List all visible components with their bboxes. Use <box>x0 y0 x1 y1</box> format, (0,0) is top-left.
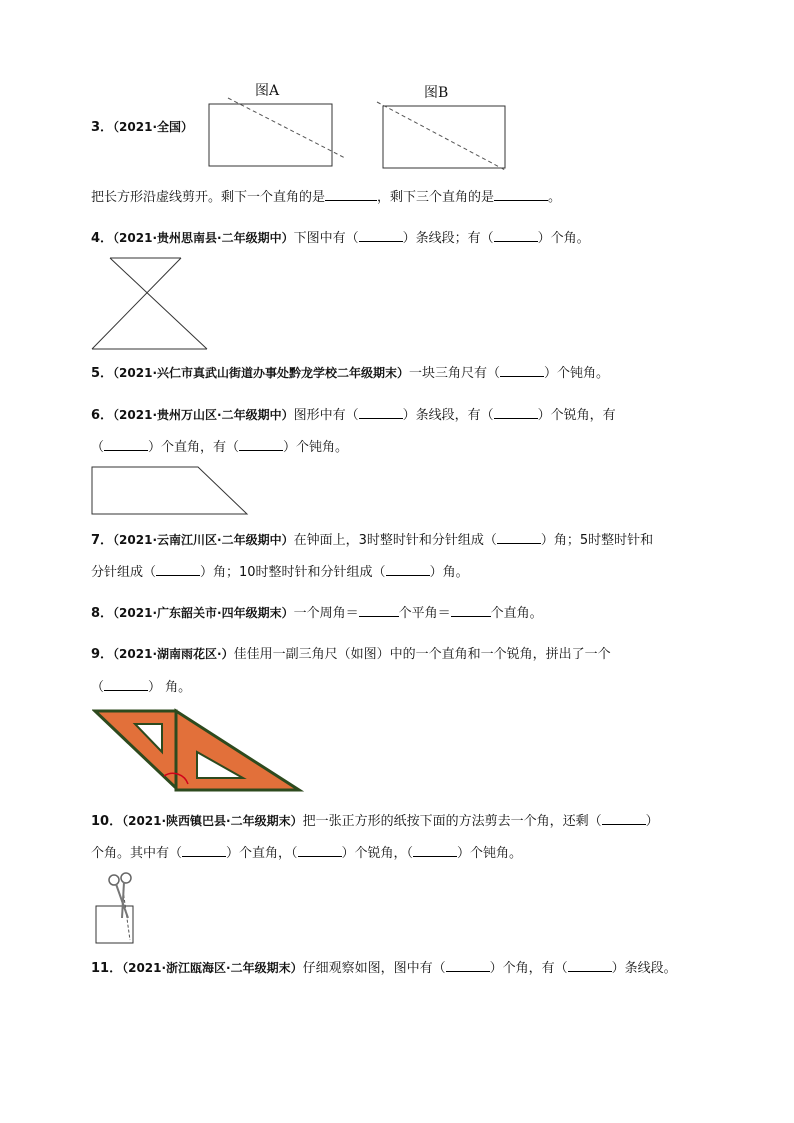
q6-blank-4[interactable] <box>239 437 283 451</box>
q4-source: （2021·贵州思南县·二年级期中） <box>113 231 294 245</box>
q4-line <box>91 228 590 248</box>
q7-line-2 <box>91 562 469 582</box>
q4-hourglass-figure <box>88 255 213 355</box>
q3-fig-b-label: 图B <box>424 85 449 101</box>
q5-line <box>91 363 609 383</box>
q11-line <box>91 958 677 978</box>
q10-blank-4[interactable] <box>413 843 457 857</box>
q10-line-1 <box>91 811 659 831</box>
q4-blank-2[interactable] <box>494 228 538 242</box>
q5-text-b: ）个钝角。 <box>544 366 610 381</box>
q8-line <box>91 603 543 623</box>
q10-text-f: ）个钝角。 <box>457 846 523 861</box>
q3-blank-2[interactable] <box>494 187 548 201</box>
q11-blank-2[interactable] <box>568 958 612 972</box>
q6-blank-1[interactable] <box>359 405 403 419</box>
q9-set-squares-figure <box>92 708 304 794</box>
q6-text-a: 图形中有（ <box>293 408 359 423</box>
q11-text-c: ）条线段。 <box>611 961 677 976</box>
q10-blank-1[interactable] <box>602 811 646 825</box>
q7-text-b: ）角；5时整时针和 <box>540 533 654 548</box>
q10-blank-3[interactable] <box>298 843 342 857</box>
q4-diagonal-2 <box>92 258 181 349</box>
q3-text-c: 。 <box>548 190 562 205</box>
q6-number: 6． <box>91 408 114 423</box>
q6-text-c: ）个锐角，有 <box>537 408 616 423</box>
q3-fig-a-label: 图A <box>255 83 280 99</box>
q9-number: 9． <box>91 647 114 662</box>
q3-rect-b <box>383 106 505 168</box>
q9-text-a: 佳佳用一副三角尺（如图）中的一个直角和一个锐角，拼出了一个 <box>233 647 611 662</box>
q6-text-d: （ <box>91 440 105 455</box>
q4-text-a: 下图中有（ <box>293 231 359 246</box>
q10-square-scissors-figure <box>92 870 137 948</box>
q4-blank-1[interactable] <box>359 228 403 242</box>
q9-left-set-square <box>95 711 176 788</box>
q10-text-b: ） <box>645 814 659 829</box>
q4-number: 4． <box>91 231 114 246</box>
q10-square-paper <box>96 906 133 943</box>
q7-blank-2[interactable] <box>156 562 200 576</box>
q7-text-c: 分针组成（ <box>91 565 157 580</box>
q11-number: 11． <box>91 961 123 976</box>
q6-text-b: ）条线段，有（ <box>402 408 494 423</box>
q6-trapezoid-figure <box>88 464 253 519</box>
q8-number: 8． <box>91 606 114 621</box>
q10-blank-2[interactable] <box>182 843 226 857</box>
q8-source: （2021·广东韶关市·四年级期末） <box>113 606 294 620</box>
q7-line-1 <box>91 530 653 550</box>
q6-text-e: ）个直角，有（ <box>148 440 240 455</box>
q7-text-e: ）角。 <box>429 565 469 580</box>
q7-number: 7． <box>91 533 114 548</box>
q7-text-d: ）角；10时整时针和分针组成（ <box>200 565 386 580</box>
q11-blank-1[interactable] <box>446 958 490 972</box>
q3-rectangles-figure <box>200 95 520 175</box>
q3-question-text <box>91 187 561 207</box>
q6-blank-2[interactable] <box>494 405 538 419</box>
q3-number: 3． <box>91 120 114 135</box>
q7-blank-1[interactable] <box>497 530 541 544</box>
q3-text-a: 把长方形沿虚线剪开。剩下一个直角的是 <box>91 190 326 205</box>
q3-source: （2021·全国） <box>113 120 194 134</box>
q3-header <box>91 118 193 137</box>
q5-source: （2021·兴仁市真武山街道办事处黔龙学校二年级期末） <box>113 366 410 380</box>
q9-text-b: （ <box>91 680 105 695</box>
q6-blank-3[interactable] <box>104 437 148 451</box>
q4-diagonal-1 <box>110 258 207 349</box>
q9-line-2 <box>91 677 191 697</box>
q3-dashed-cut-b <box>377 102 505 170</box>
q9-blank-1[interactable] <box>104 677 148 691</box>
q9-source: （2021·湖南雨花区·） <box>113 647 234 661</box>
q7-text-a: 在钟面上，3时整时针和分针组成（ <box>293 533 497 548</box>
q11-text-b: ）个角，有（ <box>489 961 568 976</box>
q10-text-a: 把一张正方形的纸按下面的方法剪去一个角，还剩（ <box>302 814 602 829</box>
q10-line-2 <box>91 843 522 863</box>
q5-text-a: 一块三角尺有（ <box>409 366 501 381</box>
q8-blank-1[interactable] <box>359 603 399 617</box>
q8-blank-2[interactable] <box>451 603 491 617</box>
q3-blank-1[interactable] <box>325 187 377 201</box>
q6-source: （2021·贵州万山区·二年级期中） <box>113 408 294 422</box>
q3-dashed-cut-a <box>228 98 345 158</box>
q11-source: （2021·浙江瓯海区·二年级期末） <box>122 961 303 975</box>
q5-number: 5． <box>91 366 114 381</box>
q8-text-c: 个直角。 <box>490 606 543 621</box>
q6-trapezoid-shape <box>92 467 247 514</box>
q9-text-c: ） 角。 <box>148 680 192 695</box>
q6-text-f: ）个钝角。 <box>283 440 349 455</box>
q6-line-2 <box>91 437 348 457</box>
q8-text-a: 一个周角＝ <box>293 606 359 621</box>
q10-number: 10． <box>91 814 123 829</box>
q8-text-b: 个平角＝ <box>398 606 451 621</box>
q10-text-e: ）个锐角，（ <box>341 846 414 861</box>
q10-text-c: 个角。其中有（ <box>91 846 183 861</box>
q4-text-b: ）条线段；有（ <box>402 231 494 246</box>
q3-rect-a <box>209 104 332 166</box>
q7-blank-3[interactable] <box>386 562 430 576</box>
q5-blank-1[interactable] <box>500 363 544 377</box>
q7-source: （2021·云南江川区·二年级期中） <box>113 533 294 547</box>
q3-text-b: ，剩下三个直角的是 <box>377 190 495 205</box>
q4-text-c: ）个角。 <box>537 231 590 246</box>
q10-source: （2021·陕西镇巴县·二年级期末） <box>122 814 303 828</box>
q11-text-a: 仔细观察如图，图中有（ <box>302 961 446 976</box>
q10-text-d: ）个直角，（ <box>226 846 298 861</box>
q6-line-1 <box>91 405 616 425</box>
q9-line-1 <box>91 645 611 664</box>
